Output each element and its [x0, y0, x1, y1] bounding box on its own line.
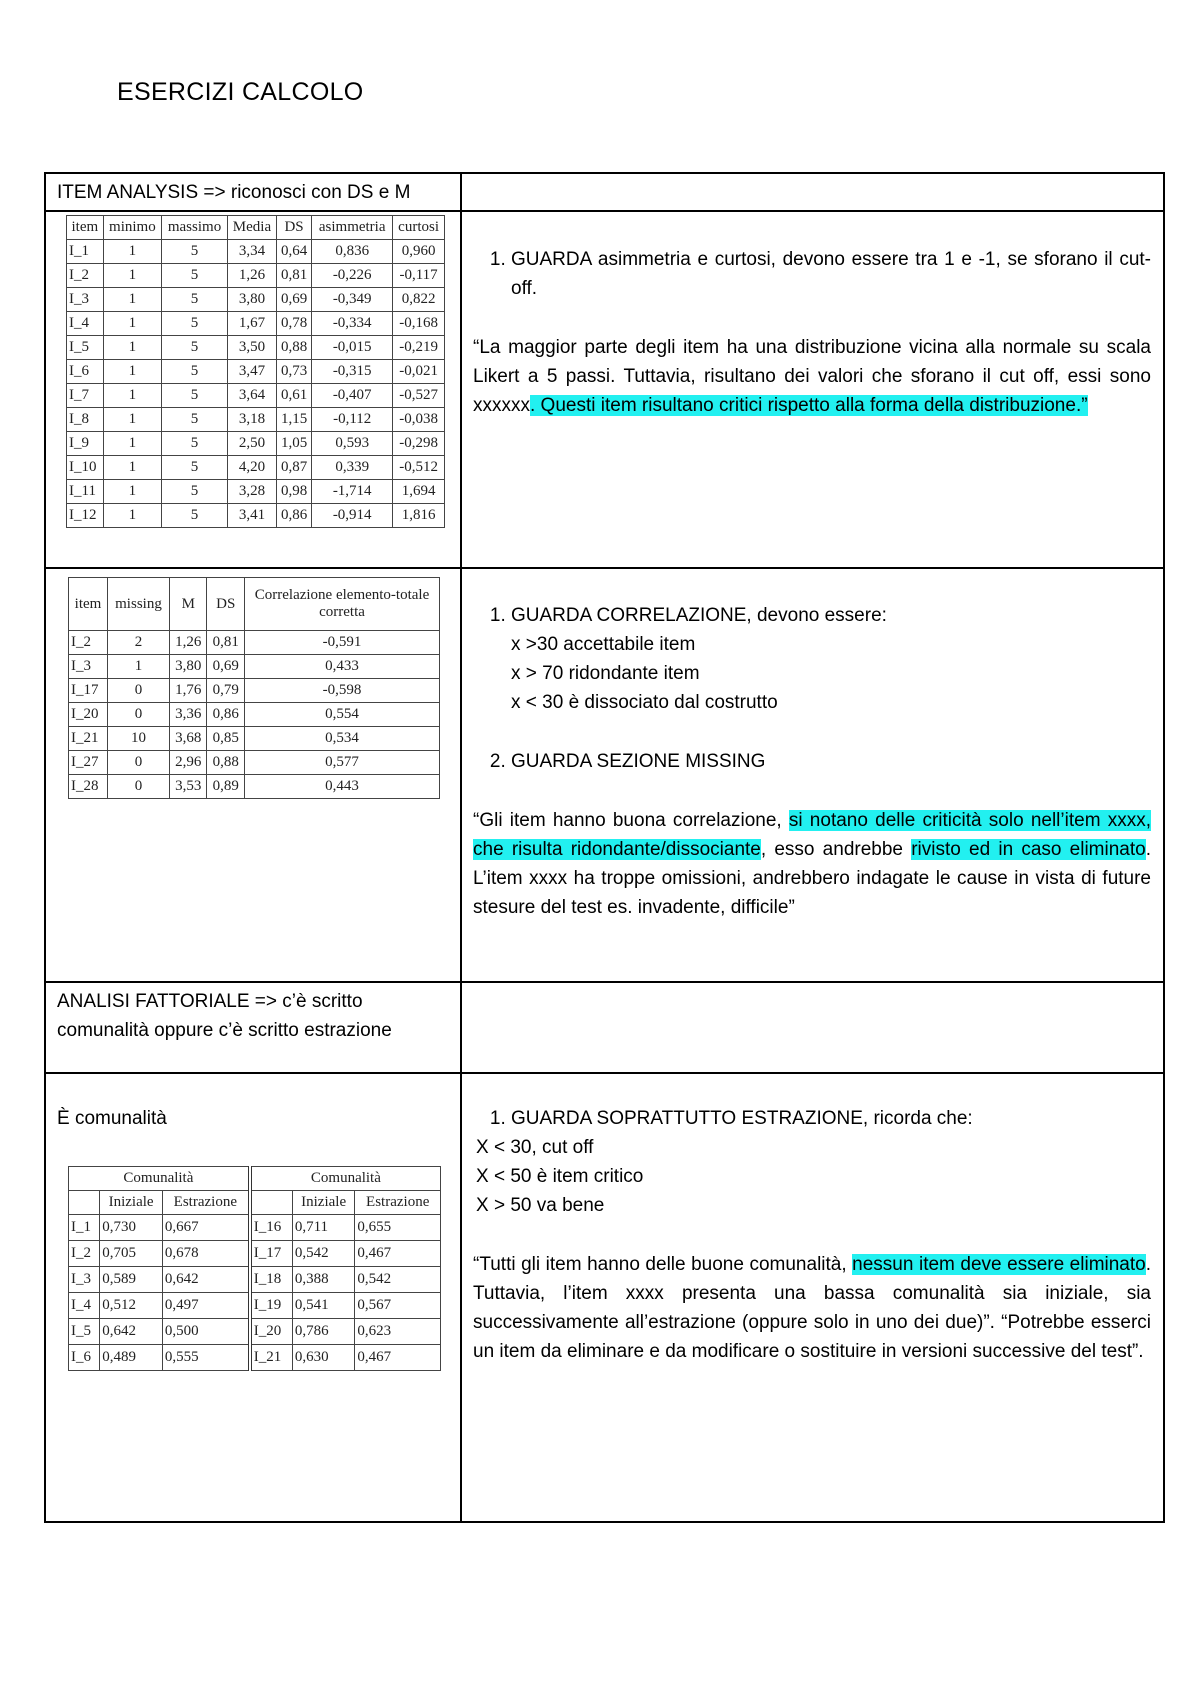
descriptive-stats-table [66, 215, 445, 528]
communality-table [68, 1166, 441, 1371]
table-cell: 3,64 [227, 384, 276, 408]
table-cell: 5 [162, 288, 228, 312]
table-cell: 0,69 [276, 288, 311, 312]
table-cell: 3,50 [227, 336, 276, 360]
table-row [67, 360, 445, 384]
table-cell: 0,642 [162, 1267, 249, 1293]
table-cell: 5 [162, 456, 228, 480]
table-cell: 1 [103, 432, 161, 456]
correlation-line-1: x >30 accettabile item [511, 634, 696, 655]
column-header: M [170, 578, 207, 631]
column-header: massimo [162, 216, 228, 240]
table-cell: 5 [162, 480, 228, 504]
table-row [67, 240, 445, 264]
table-cell: 1 [103, 360, 161, 384]
table-cell: 1,816 [393, 504, 445, 528]
communality-steps [473, 1104, 1151, 1133]
column-header: minimo [103, 216, 161, 240]
table-cell: 5 [162, 264, 228, 288]
table-row [67, 456, 445, 480]
table-cell: I_9 [67, 432, 104, 456]
table-cell: 0,541 [292, 1293, 355, 1319]
table-cell: 5 [162, 360, 228, 384]
table-cell: 1 [103, 456, 161, 480]
descriptive-table-cell [45, 211, 461, 568]
table-cell: 1 [103, 336, 161, 360]
table-cell: -0,407 [312, 384, 393, 408]
table-cell: I_12 [67, 504, 104, 528]
table-cell: 3,80 [170, 655, 207, 679]
asymmetry-steps [473, 245, 1151, 303]
correlation-quote [473, 806, 1151, 922]
table-cell: 1,694 [393, 480, 445, 504]
table-cell: 4,20 [227, 456, 276, 480]
column-header: item [67, 216, 104, 240]
correlation-quote-part2: , esso andrebbe [760, 839, 912, 860]
table-cell: 3,53 [170, 775, 207, 799]
table-cell: 5 [162, 408, 228, 432]
table-cell: I_6 [67, 360, 104, 384]
correlation-table [68, 577, 440, 799]
table-cell: 0,705 [100, 1241, 163, 1267]
communality-quote-part1: “Tutti gli item hanno delle buone comunalità, [473, 1254, 853, 1275]
instructions-asymmetry [461, 211, 1164, 568]
col-iniziale-left: Iniziale [100, 1191, 163, 1215]
table-cell: 0,960 [393, 240, 445, 264]
table-cell: I_18 [250, 1267, 293, 1293]
exercise-table [44, 172, 1165, 1523]
table-cell: 0,623 [355, 1319, 441, 1345]
table-cell: 0,489 [100, 1345, 163, 1371]
table-cell: 5 [162, 432, 228, 456]
table-row [69, 631, 440, 655]
table-cell: 0,388 [292, 1267, 355, 1293]
table-cell: 0,554 [245, 703, 440, 727]
table-cell: 0 [107, 775, 169, 799]
table-cell: 0,555 [162, 1345, 249, 1371]
communality-cell [45, 1073, 461, 1522]
table-cell: I_5 [69, 1319, 100, 1345]
page-title: ESERCIZI CALCOLO [117, 78, 364, 106]
table-cell: 1 [107, 655, 169, 679]
column-header: curtosi [393, 216, 445, 240]
table-row [67, 408, 445, 432]
table-cell: I_3 [69, 1267, 100, 1293]
table-cell: 0,667 [162, 1215, 249, 1241]
table-row [67, 432, 445, 456]
table-cell: -0,591 [245, 631, 440, 655]
correlation-steps [473, 601, 1151, 776]
table-cell: -0,226 [312, 264, 393, 288]
table-cell: 2,50 [227, 432, 276, 456]
table-cell: I_1 [67, 240, 104, 264]
table-cell: I_3 [67, 288, 104, 312]
table-row [67, 480, 445, 504]
column-header: Media [227, 216, 276, 240]
table-row [69, 727, 440, 751]
empty-header-cell [461, 173, 1164, 211]
table-cell: 3,18 [227, 408, 276, 432]
table-cell: 0 [107, 679, 169, 703]
table-cell: 0,81 [276, 264, 311, 288]
table-cell: 0,542 [292, 1241, 355, 1267]
table-cell: 3,34 [227, 240, 276, 264]
instructions-communality [461, 1073, 1164, 1522]
table-cell: I_5 [67, 336, 104, 360]
table-cell: 1,26 [170, 631, 207, 655]
table-row [69, 1293, 441, 1319]
table-cell: 0,630 [292, 1345, 355, 1371]
communality-quote [473, 1250, 1151, 1366]
col-estrazione-right: Estrazione [355, 1191, 441, 1215]
table-cell: 5 [162, 504, 228, 528]
table-cell: 0,69 [207, 655, 245, 679]
table-cell: 3,47 [227, 360, 276, 384]
correlation-quote-highlight1: si notano delle criticità solo nell’item xxxx, che risulta ridondante/dissociante [473, 810, 1151, 860]
factor-analysis-header [45, 982, 461, 1073]
column-header: Correlazione elemento-totale corretta [245, 578, 440, 631]
table-cell: I_21 [69, 727, 108, 751]
table-cell: -0,112 [312, 408, 393, 432]
table-cell: 0,711 [292, 1215, 355, 1241]
table-cell: 0,88 [207, 751, 245, 775]
table-row [69, 1345, 441, 1371]
table-cell: -0,914 [312, 504, 393, 528]
table-cell: -0,512 [393, 456, 445, 480]
table-cell: -0,315 [312, 360, 393, 384]
table-cell: -0,038 [393, 408, 445, 432]
table-cell: 0,85 [207, 727, 245, 751]
table-cell: 1 [103, 480, 161, 504]
table-cell: 0,79 [207, 679, 245, 703]
table-cell: 0,678 [162, 1241, 249, 1267]
table-cell: -0,349 [312, 288, 393, 312]
correlation-quote-highlight2: rivisto ed in caso eliminato [911, 839, 1146, 860]
table-cell: 0,86 [207, 703, 245, 727]
table-cell: 1 [103, 288, 161, 312]
asymmetry-quote-text: “La maggior parte degli item ha una distribuzione vicina alla normale su scala Likert a 5 passi. Tuttavia, risultano dei valori che sforano il cut off, essi sono xxxxxx [473, 337, 1151, 416]
communality-quote-highlight: nessun item deve essere eliminato [852, 1254, 1146, 1275]
table-cell: 3,68 [170, 727, 207, 751]
table-cell: -0,298 [393, 432, 445, 456]
table-cell: I_4 [67, 312, 104, 336]
table-cell: 0,836 [312, 240, 393, 264]
table-cell: 3,80 [227, 288, 276, 312]
communality-group-left: Comunalità [69, 1167, 250, 1191]
column-header: asimmetria [312, 216, 393, 240]
communality-line-2: X < 50 è item critico [476, 1166, 644, 1187]
table-cell: 1 [103, 504, 161, 528]
table-row [69, 1215, 441, 1241]
empty-factor-cell [461, 982, 1164, 1073]
table-cell: I_7 [67, 384, 104, 408]
table-cell: 5 [162, 336, 228, 360]
table-cell: I_8 [67, 408, 104, 432]
table-cell: 5 [162, 312, 228, 336]
column-header: DS [276, 216, 311, 240]
table-cell: 0,497 [162, 1293, 249, 1319]
table-cell: 0,433 [245, 655, 440, 679]
table-cell: 2 [107, 631, 169, 655]
table-cell: 3,41 [227, 504, 276, 528]
table-cell: 0,577 [245, 751, 440, 775]
table-row [67, 504, 445, 528]
correlation-quote-part3: . L’item xxxx ha troppe omissioni, andrebbero indagate le cause in vista di future stesure del test es. invadente, difficile” [473, 839, 1151, 918]
table-row [69, 1267, 441, 1293]
table-cell: 5 [162, 384, 228, 408]
table-row [69, 679, 440, 703]
table-cell: I_20 [69, 703, 108, 727]
table-cell: 1,15 [276, 408, 311, 432]
table-cell: 0,467 [355, 1241, 441, 1267]
factor-analysis-header-text: ANALISI FATTORIALE => c’è scritto comunalità oppure c’è scritto estrazione [57, 991, 392, 1041]
table-row [67, 288, 445, 312]
table-cell: 0,88 [276, 336, 311, 360]
column-header: missing [107, 578, 169, 631]
table-cell: I_16 [250, 1215, 293, 1241]
table-cell: 0,589 [100, 1267, 163, 1293]
table-cell: I_11 [67, 480, 104, 504]
table-cell: -0,021 [393, 360, 445, 384]
blank-header [250, 1191, 293, 1215]
communality-step-1: 1. GUARDA SOPRATTUTTO ESTRAZIONE, ricorda che: [511, 1104, 1151, 1133]
table-cell: 0,534 [245, 727, 440, 751]
asymmetry-step-1: 1. GUARDA asimmetria e curtosi, devono essere tra 1 e -1, se sforano il cut-off. [511, 245, 1151, 303]
communality-line-3: X > 50 va bene [476, 1195, 605, 1216]
instructions-correlation [461, 568, 1164, 982]
table-cell: I_2 [67, 264, 104, 288]
table-cell: 1 [103, 312, 161, 336]
blank-header [69, 1191, 100, 1215]
table-cell: 0,98 [276, 480, 311, 504]
table-cell: I_28 [69, 775, 108, 799]
item-analysis-header [45, 173, 461, 211]
table-cell: 0,81 [207, 631, 245, 655]
correlation-line-2: x > 70 ridondante item [511, 663, 700, 684]
table-cell: I_2 [69, 1241, 100, 1267]
table-cell: 0,567 [355, 1293, 441, 1319]
table-cell: 10 [107, 727, 169, 751]
table-cell: -0,334 [312, 312, 393, 336]
table-cell: I_2 [69, 631, 108, 655]
table-cell: 1,26 [227, 264, 276, 288]
table-cell: 1,05 [276, 432, 311, 456]
correlation-quote-part1: “Gli item hanno buona correlazione, [473, 810, 789, 831]
table-cell: I_1 [69, 1215, 100, 1241]
table-cell: 0,542 [355, 1267, 441, 1293]
table-cell: -0,219 [393, 336, 445, 360]
table-cell: 1,67 [227, 312, 276, 336]
table-cell: 0,593 [312, 432, 393, 456]
table-cell: 0,64 [276, 240, 311, 264]
table-cell: 1 [103, 264, 161, 288]
table-cell: I_27 [69, 751, 108, 775]
table-row [67, 336, 445, 360]
communality-line-1: X < 30, cut off [476, 1137, 594, 1158]
correlation-step-2: 2. GUARDA SEZIONE MISSING [511, 747, 1151, 776]
table-row [67, 312, 445, 336]
table-cell: 0,89 [207, 775, 245, 799]
table-cell: 0,822 [393, 288, 445, 312]
table-cell: 0,61 [276, 384, 311, 408]
asymmetry-quote [473, 333, 1151, 420]
table-cell: 5 [162, 240, 228, 264]
table-cell: 1 [103, 384, 161, 408]
table-cell: 0 [107, 751, 169, 775]
table-row [69, 751, 440, 775]
table-cell: I_20 [250, 1319, 293, 1345]
table-row [69, 703, 440, 727]
table-cell: I_17 [250, 1241, 293, 1267]
table-cell: 0,87 [276, 456, 311, 480]
table-row [69, 1319, 441, 1345]
col-estrazione-left: Estrazione [162, 1191, 249, 1215]
table-cell: I_10 [67, 456, 104, 480]
asymmetry-quote-highlight: . Questi item risultano critici rispetto alla forma della distribuzione.” [530, 395, 1088, 416]
table-cell: 0 [107, 703, 169, 727]
table-cell: I_4 [69, 1293, 100, 1319]
col-iniziale-right: Iniziale [292, 1191, 355, 1215]
correlation-step-1-text: GUARDA CORRELAZIONE, devono essere: [511, 605, 887, 626]
item-analysis-header-text: ITEM ANALYSIS => riconosci con DS e M [57, 182, 411, 203]
table-cell: I_3 [69, 655, 108, 679]
correlation-step-1 [511, 601, 1151, 717]
table-cell: -1,714 [312, 480, 393, 504]
table-cell: 3,28 [227, 480, 276, 504]
table-cell: 1,76 [170, 679, 207, 703]
table-cell: 0,642 [100, 1319, 163, 1345]
table-cell: 3,36 [170, 703, 207, 727]
table-cell: 1 [103, 240, 161, 264]
table-cell: -0,527 [393, 384, 445, 408]
table-row [69, 655, 440, 679]
table-cell: 0,730 [100, 1215, 163, 1241]
communality-group-right: Comunalità [250, 1167, 441, 1191]
table-row [69, 775, 440, 799]
table-cell: 2,96 [170, 751, 207, 775]
table-cell: -0,117 [393, 264, 445, 288]
table-cell: I_19 [250, 1293, 293, 1319]
table-cell: 0,500 [162, 1319, 249, 1345]
communality-subheader: È comunalità [57, 1108, 167, 1129]
table-cell: I_17 [69, 679, 108, 703]
table-cell: 0,78 [276, 312, 311, 336]
table-cell: I_21 [250, 1345, 293, 1371]
table-cell: 0,786 [292, 1319, 355, 1345]
table-cell: 0,339 [312, 456, 393, 480]
table-cell: 1 [103, 408, 161, 432]
correlation-line-3: x < 30 è dissociato dal costrutto [511, 692, 778, 713]
table-cell: -0,015 [312, 336, 393, 360]
table-cell: 0,86 [276, 504, 311, 528]
communality-quote-part2: . Tuttavia, l’item xxxx presenta una bassa comunalità sia iniziale, sia successivamente all’estrazione (oppure solo in uno dei due)”. “Potrebbe esserci un item da eliminare e da modificare o sostituire in versioni successive del test”. [473, 1254, 1152, 1362]
table-cell: -0,598 [245, 679, 440, 703]
table-cell: -0,168 [393, 312, 445, 336]
table-cell: 0,73 [276, 360, 311, 384]
table-row [67, 264, 445, 288]
column-header: DS [207, 578, 245, 631]
table-cell: 0,467 [355, 1345, 441, 1371]
table-cell: 0,443 [245, 775, 440, 799]
table-row [69, 1241, 441, 1267]
table-cell: 0,655 [355, 1215, 441, 1241]
table-cell: I_6 [69, 1345, 100, 1371]
table-cell: 0,512 [100, 1293, 163, 1319]
correlation-table-cell [45, 568, 461, 982]
table-row [67, 384, 445, 408]
column-header: item [69, 578, 108, 631]
